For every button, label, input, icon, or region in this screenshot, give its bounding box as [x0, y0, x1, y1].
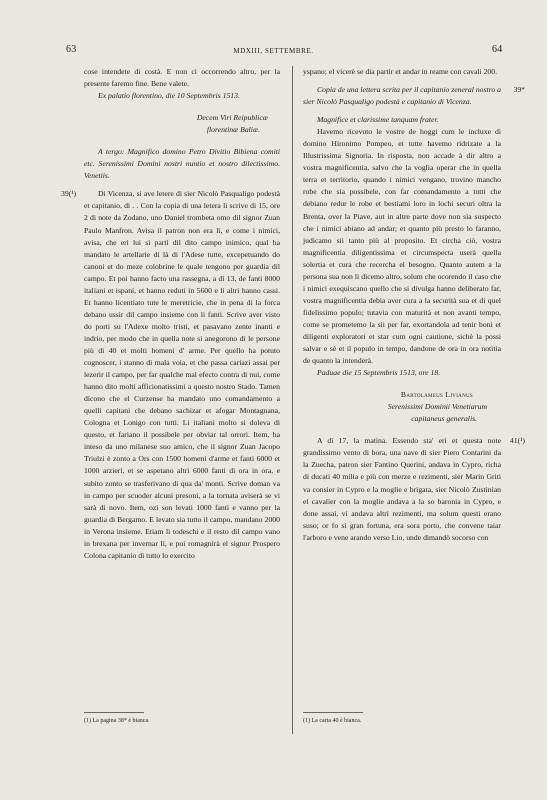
footnote-right: (1) La carta 40 è bianca.	[303, 718, 362, 724]
right-salutation: Magnifice et clarissime tanquam frater.	[317, 115, 439, 125]
right-letter-heading: Copia de una lettera scrita per il capitanio zeneral nostro a sier Nicolò Pasqualigo podestà e capitanio di Vicenza.	[303, 85, 501, 107]
running-title: MDXIII, SETTEMBRE.	[233, 47, 314, 55]
left-column	[61, 66, 280, 562]
left-main-block	[61, 188, 280, 561]
margin-number-41: 41(¹)	[509, 436, 525, 446]
right-letter-date: Paduae die 15 Septembris 1513, ore 18.	[317, 368, 441, 378]
footnote-left: (1) La pagina 38* è bianca.	[84, 718, 150, 724]
right-letter-heading-block	[303, 84, 525, 108]
right-paragraph-1: yspano; el vicerè se dia partir et andar in reame con cavali 200.	[303, 67, 498, 76]
footnote-rule-left	[84, 712, 144, 713]
right-final-block	[303, 435, 525, 543]
page-number-right: 64	[492, 44, 503, 55]
page-number-left: 63	[66, 44, 77, 55]
left-signature-2: florentinæ Baliæ.	[206, 125, 260, 135]
right-signature-name: Bartolameus Livianus	[400, 390, 473, 400]
margin-number-39-star: 39*	[513, 85, 525, 95]
footnote-rule-right	[303, 712, 363, 713]
right-signature-title-2: capitaneus generalis.	[411, 414, 477, 424]
left-address: A tergo: Magnifico domino Petro Divitio Bibiena comiti etc. Serenissimi Domini nostri nuntio et nostro dilectissimo. Venetiis.	[84, 147, 280, 181]
left-dateline: Ex palatio florentino, die 10 Septembris 1513.	[98, 91, 240, 101]
left-paragraph-1: cose intendete di costà. E non ci occorrendo altro, per la presente faremo fine. Bene valete.	[84, 67, 280, 89]
right-column	[303, 66, 525, 544]
right-paragraph-17: A dì 17, la matina. Essendo sta' eri et questa note grandissimo vento di bora, una nave di sier Piero Contarini da la Zuecha, patron sier Fantino Querini, andava in Cypro, richa di ducati 40 milia e più con merze e rezimenti, sier Marin Griti va consier in Cypro e la moglie e brigata, sier Nicolò Zustinian el cavalier con la moglie andava a la so baronia in Cypro, e done assai, vi andava altri rezimenti, ma solum questi erano suso; or fo sì gran fortuna, era sora porto, che convene taiar l'arboro e vene arando verso Lio, unde dimandò socorso con	[303, 436, 501, 542]
column-divider	[292, 66, 293, 734]
right-signature-title-1: Serenissimi Dominii Venetiarum	[387, 402, 487, 412]
right-letter-body: Havemo ricevuto le vostre de hoggi cum le incluxe di domino Hironimo Pompeo, et tutte havemo ridrizate a la Illustrissima Signoria. In risposta, non accade à dir altro a vostra magnificentia, salvo che la voglia operar che in quella terra et territorio, quando i nimici vengano, trovino mancho robe che sia possibele, con far comandamento a tutti che debiano redur le robe et bestiami loro in lochi securi oltra la Brenta, over la Piave, aut in altre parte dove non sia suspecto che i nimici abiano ad andar; et quanto più presto lo faranno, judicamo sii tanto più al proposito. Et circha ciò, vostra magnificentia diligentissima et circumspecta userà quella solertia et cura che recercha el besogno. Quanto autem a la persona sua non li dicemo altro, solum che ocorendo il caso che i nimici exequiscano quello che si divulga hanno deliberato far, vostra magnificentia debia aver cura a la securità sua et di quel fidelissimo populo; tutavia con maturità et non avanti tempo, come se prometemo la sii per far, exortandola ad tenir boni et diligenti exploratori et star cum ogni cautione, sichè la possi salvar e sè et il populo in tempo, dandone de ora in ora notitia de quanto la intenderà.	[303, 127, 501, 366]
left-paragraph-vicenza: Di Vicenza, si ave letere di sier Nicolò Pasqualigo podestà et capitanio, di . . Con la copia di una letera li scrive di 15, ore 2 di note da Zodano, uno Daniel trombeta omo dil signor Zuan Paulo Manfron. Avisa il patron non era lì, e come i nimici, avisa, che eri lui si partì dil dito campo inimico, qual ha mandato le artellarie di là di l'Adese tutte, excepetuando do canoni et do meze colobrine le quale tengono per guardia dil campo. Et poi hanno facto una rassegna, a dì 13, de fanti 8000 italiani et ispani, et hanno reduti in 5600 e li altri hanno cassi. Et hanno licentiato tute le meretricie, che in pena di la forca debano ussir dil campo insieme con li fanti. Scrive aver visto do porti su l'Adexe molto tristi, et pasavano zente inanti e indrio, per modo che in quella note si anegorono di le persone più di 40 et molti homeni d' arme. Per quello ha potuto cognoscer, i stanno di mala voia, et che passa cariazi assai per lezerir il campo, per far qualche mal efecto contra di nui, come hanno dito molti afficionatissimi a questo nostro Stado. Tamen dicono che el Curzense ha mandato uno comandamento a quelli capitani che debano sachizar et afogar Montagnana, Cologna et Lonigo con tutti. Li italiani molto si doleva di questo, et fariano il possibele per obviar tal orrori. Item, ha inteso da uno milanese suo amico, che il signor Zuan Jacopo Triulzi è zonto a Ors con 1500 homeni d'arme et fanti 6000 et 1000 arzieri, et se aspetano altri 6000 fanti di ora in ora, e subito zonto se trasferivano di qua da' monti. Scrive doman va in campo per scuoder alcuni presoni, a la tornata aviserà se vi sarà di novo. Item, ozi son levati 1000 fanti e vanno per la guardia di Bergamo. E levato sia tutto il campo, mandano 2000 in Verona insieme. Etiam li todeschi e il resto dil campo vano in brexana per invernar lì, e poi romagnirà el signor Prospero Colona capitanio di tutto lo exercito	[84, 189, 280, 560]
left-signature-1: Decem Viri Reipublicæ	[196, 113, 268, 123]
margin-number-39: 39(¹)	[61, 189, 77, 199]
